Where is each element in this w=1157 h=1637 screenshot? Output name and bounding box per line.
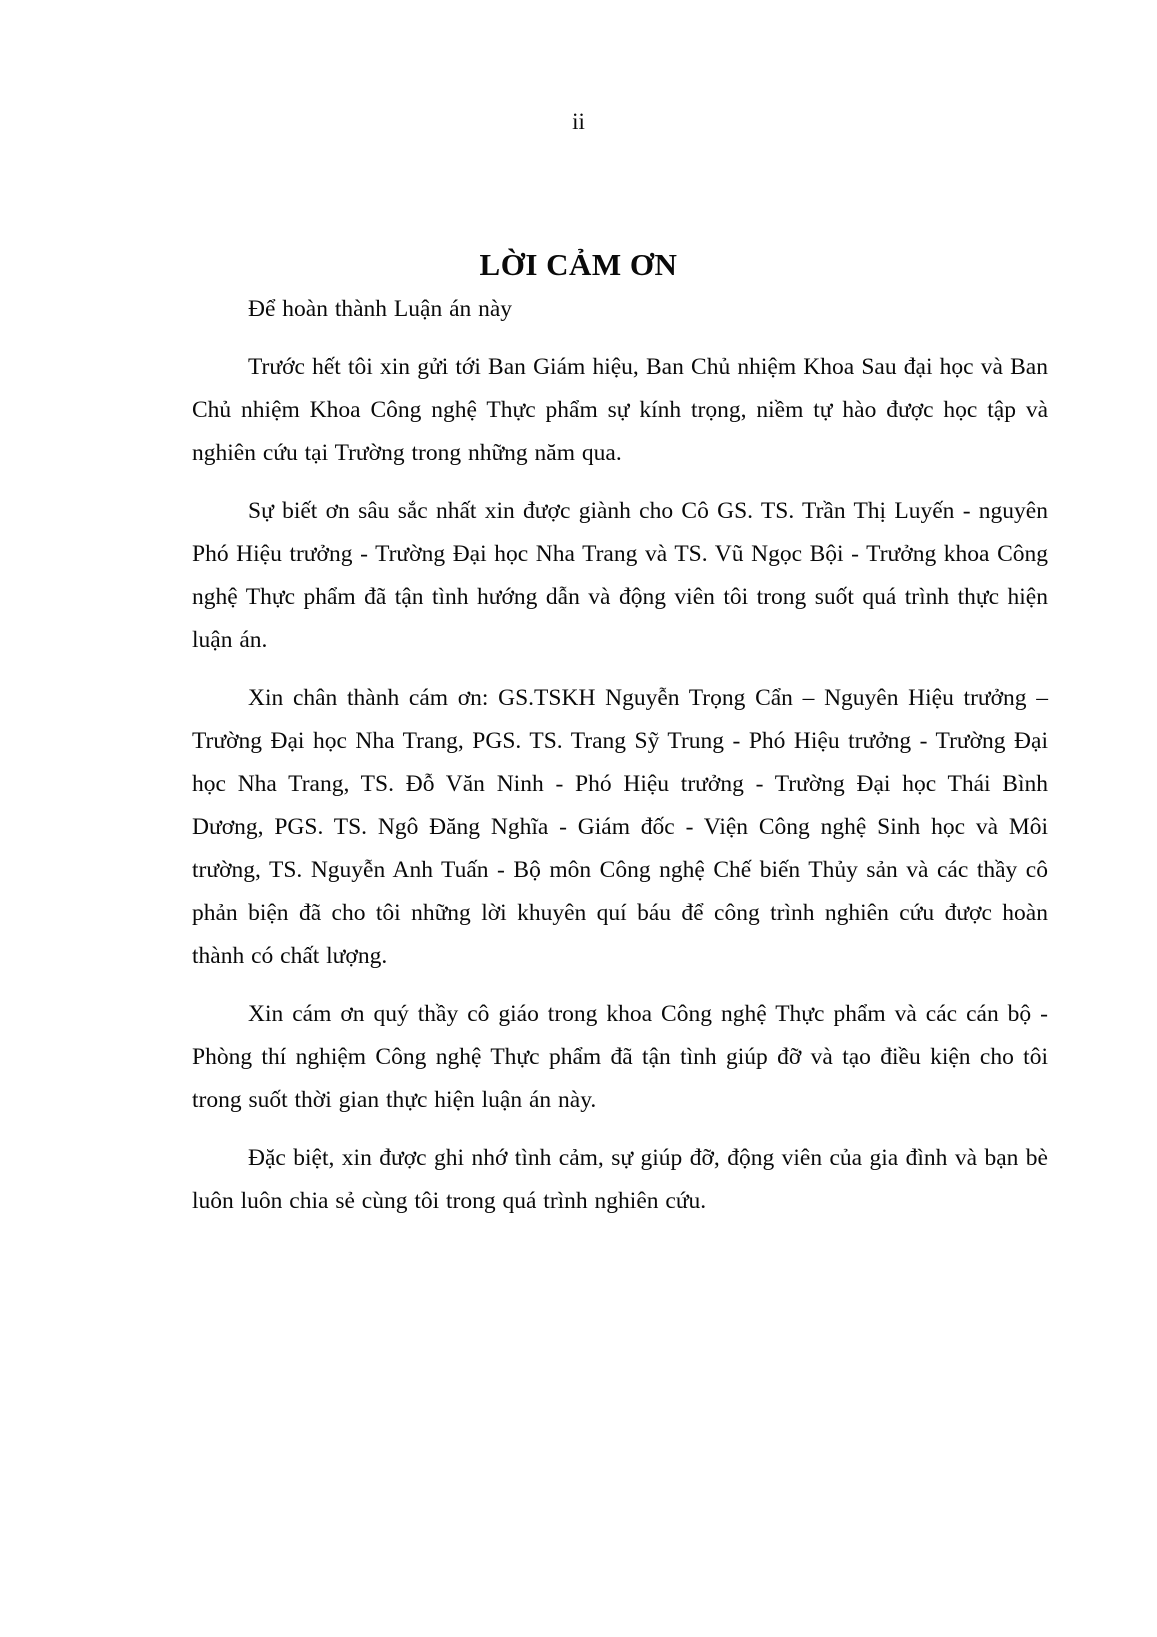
paragraph: Sự biết ơn sâu sắc nhất xin được giành cho Cô GS. TS. Trần Thị Luyến - nguyên Phó Hiệu trưởng - Trường Đại học Nha Trang và TS. Vũ Ngọc Bội - Trưởng khoa Công nghệ Thực phẩm đã tận tình hướng dẫn và động viên tôi trong suốt quá trình thực hiện luận án. — [192, 498, 1048, 653]
paragraph: Đặc biệt, xin được ghi nhớ tình cảm, sự giúp đỡ, động viên của gia đình và bạn bè luôn luôn chia sẻ cùng tôi trong quá trình nghiên cứu. — [192, 1145, 1048, 1214]
paragraph: Trước hết tôi xin gửi tới Ban Giám hiệu, Ban Chủ nhiệm Khoa Sau đại học và Ban Chủ nhiệm Khoa Công nghệ Thực phẩm sự kính trọng, niềm tự hào được học tập và nghiên cứu tại Trường trong những năm qua. — [192, 354, 1048, 466]
acknowledgment-body — [192, 288, 1048, 1238]
paragraph: Xin cám ơn quý thầy cô giáo trong khoa Công nghệ Thực phẩm và các cán bộ - Phòng thí nghiệm Công nghệ Thực phẩm đã tận tình giúp đỡ và tạo điều kiện cho tôi trong suốt thời gian thực hiện luận án này. — [192, 1001, 1048, 1113]
paragraph: Xin chân thành cám ơn: GS.TSKH Nguyễn Trọng Cẩn – Nguyên Hiệu trưởng – Trường Đại học Nha Trang, PGS. TS. Trang Sỹ Trung - Phó Hiệu trưởng - Trường Đại học Nha Trang, TS. Đỗ Văn Ninh - Phó Hiệu trưởng - Trường Đại học Thái Bình Dương, PGS. TS. Ngô Đăng Nghĩa - Giám đốc - Viện Công nghệ Sinh học và Môi trường, TS. Nguyễn Anh Tuấn - Bộ môn Công nghệ Chế biến Thủy sản và các thầy cô phản biện đã cho tôi những lời khuyên quí báu để công trình nghiên cứu được hoàn thành có chất lượng. — [192, 685, 1048, 969]
paragraph: Để hoàn thành Luận án này — [248, 296, 513, 322]
page-number: ii — [572, 109, 585, 134]
page-title: LỜI CẢM ƠN — [479, 246, 678, 282]
